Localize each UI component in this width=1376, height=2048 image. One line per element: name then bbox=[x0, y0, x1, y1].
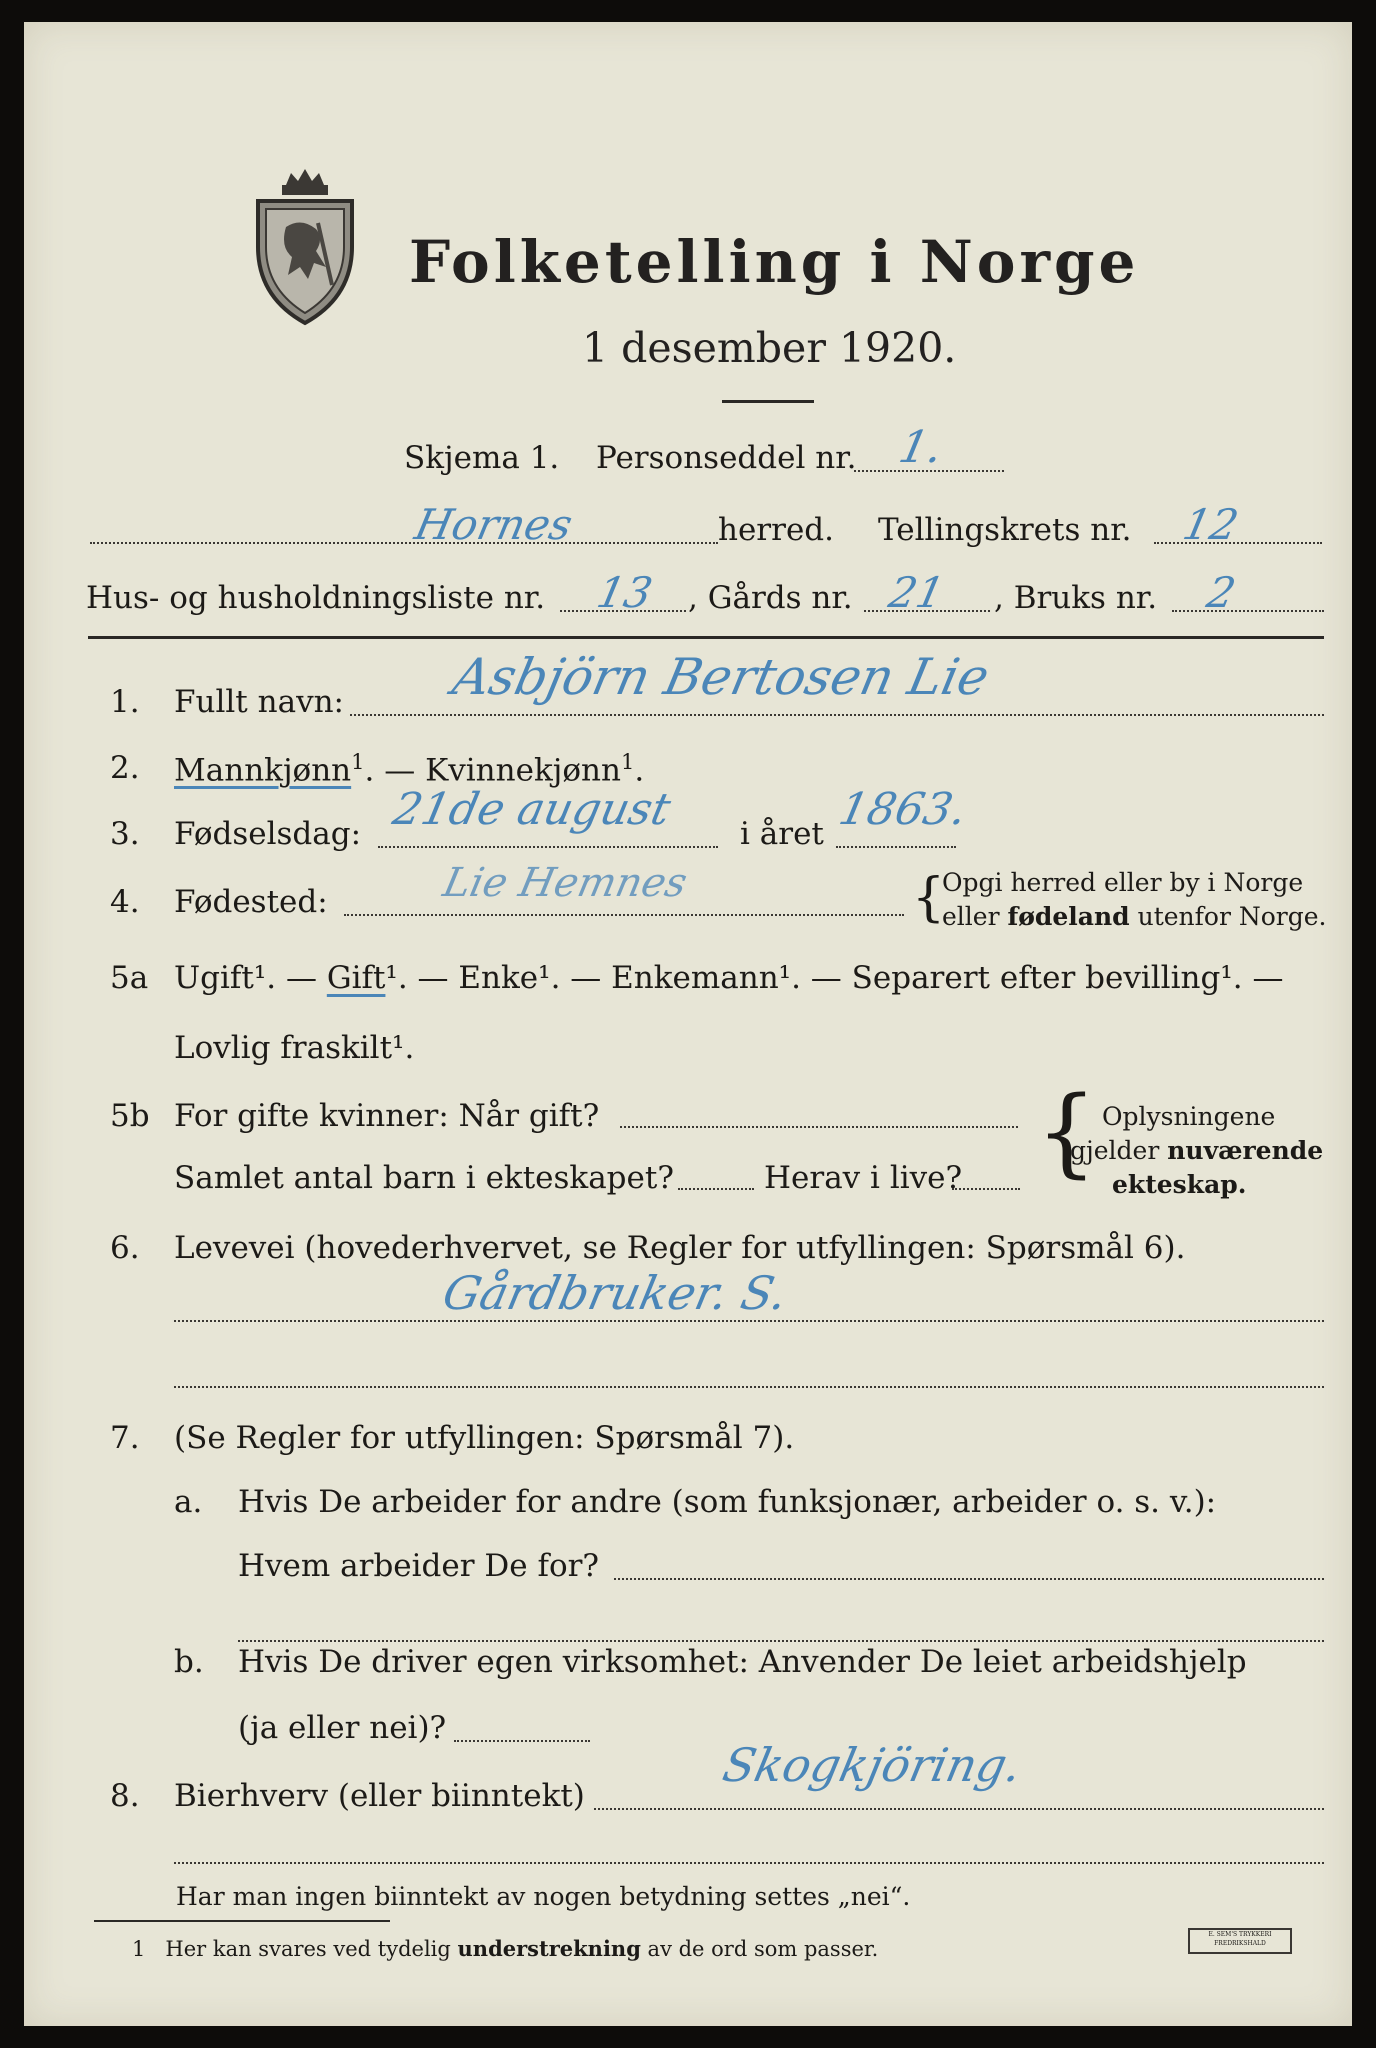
q2-number: 2. bbox=[110, 750, 140, 786]
q1-answer[interactable]: Asbjörn Bertosen Lie bbox=[447, 648, 995, 706]
q7b-line bbox=[454, 1740, 590, 1742]
q1-label: Fullt navn: bbox=[174, 684, 344, 720]
gards-value[interactable]: 21 bbox=[884, 568, 949, 617]
skjema-label: Skjema 1. bbox=[404, 440, 560, 476]
q8-number: 8. bbox=[110, 1778, 140, 1814]
husliste-value[interactable]: 13 bbox=[592, 568, 657, 617]
footnote: 1 Her kan svares ved tydelig understrekning av de ord som passer. bbox=[132, 1936, 879, 1961]
tellingskrets-value[interactable]: 12 bbox=[1178, 500, 1243, 549]
q5b-alive-line bbox=[952, 1188, 1020, 1190]
q3-label: Fødselsdag: bbox=[174, 816, 362, 852]
q5b-married-line bbox=[620, 1126, 1018, 1128]
q7a-line2 bbox=[238, 1640, 1324, 1642]
q5a-line2: Lovlig fraskilt¹. bbox=[174, 1030, 415, 1066]
q6-number: 6. bbox=[110, 1230, 140, 1266]
q5b-brace: { bbox=[1036, 1076, 1098, 1188]
q5a-options: Ugift¹. — Gift¹. — Enke¹. — Enkemann¹. — Separert efter bevilling¹. — bbox=[174, 960, 1284, 996]
q7a-line1 bbox=[614, 1578, 1324, 1580]
census-form bbox=[24, 22, 1352, 2026]
coat-of-arms-icon bbox=[246, 167, 364, 331]
herred-line bbox=[90, 542, 718, 544]
bruks-value[interactable]: 2 bbox=[1202, 568, 1240, 617]
q3-year-label: i året bbox=[740, 816, 824, 852]
q8-label: Bierhverv (eller biinntekt) bbox=[174, 1778, 585, 1814]
form-title: Folketelling i Norge bbox=[409, 228, 1140, 296]
q8-answer[interactable]: Skogkjöring. bbox=[718, 1738, 1027, 1792]
q5b-note2: gjelder nuværende bbox=[1070, 1136, 1324, 1165]
header-divider bbox=[88, 636, 1324, 639]
q2-female-option[interactable]: Kvinnekjønn bbox=[425, 752, 621, 789]
q4-note-line2: eller fødeland utenfor Norge. bbox=[942, 902, 1327, 931]
q5b-children-label: Samlet antal barn i ekteskapet? bbox=[174, 1160, 674, 1196]
q7a-letter: a. bbox=[174, 1484, 203, 1520]
husliste-label: Hus- og husholdningsliste nr. bbox=[86, 580, 546, 616]
q8-line2 bbox=[174, 1862, 1324, 1864]
footnote-divider bbox=[94, 1920, 390, 1922]
q3-year-answer[interactable]: 1863. bbox=[834, 784, 972, 835]
q4-note-line1: Opgi herred eller by i Norge bbox=[942, 868, 1304, 897]
q5b-number: 5b bbox=[110, 1098, 150, 1134]
personseddel-value[interactable]: 1. bbox=[894, 422, 948, 473]
census-date: 1 desember 1920. bbox=[582, 324, 957, 372]
q6-answer[interactable]: Gårdbruker. S. bbox=[438, 1266, 793, 1320]
q7b-text: Hvis De driver egen virksomhet: Anvender De leiet arbeidshjelp bbox=[238, 1644, 1247, 1680]
q6-line1 bbox=[174, 1320, 1324, 1322]
q5a-number: 5a bbox=[110, 960, 149, 996]
q5b-line1: For gifte kvinner: Når gift? bbox=[174, 1098, 600, 1134]
q4-label: Fødested: bbox=[174, 884, 328, 920]
q6-line2 bbox=[174, 1386, 1324, 1388]
q4-line bbox=[344, 914, 904, 916]
q7b-question: (ja eller nei)? bbox=[238, 1710, 447, 1746]
printer-stamp: E. SEM'S TRYKKERI FREDRIKSHALD bbox=[1188, 1928, 1292, 1954]
q2-options: Mannkjønn$^1$. — Kvinnekjønn$^1$. bbox=[174, 750, 645, 789]
q7-label: (Se Regler for utfyllingen: Spørsmål 7). bbox=[174, 1420, 795, 1456]
title-divider bbox=[722, 400, 814, 403]
q1-number: 1. bbox=[110, 684, 140, 720]
q6-label: Levevei (hovederhvervet, se Regler for utfyllingen: Spørsmål 6). bbox=[174, 1230, 1186, 1266]
herred-label: herred. bbox=[718, 512, 834, 548]
q3-day-line bbox=[378, 846, 718, 848]
q4-number: 4. bbox=[110, 884, 140, 920]
q3-number: 3. bbox=[110, 816, 140, 852]
herred-value[interactable]: Hornes bbox=[410, 500, 577, 549]
q2-male-option[interactable]: Mannkjønn bbox=[174, 752, 352, 789]
footer-note: Har man ingen biinntekt av nogen betydning settes „nei“. bbox=[176, 1882, 911, 1911]
q8-line1 bbox=[594, 1808, 1324, 1810]
q7a-question: Hvem arbeider De for? bbox=[238, 1548, 600, 1584]
q5a-gift-option[interactable]: Gift bbox=[326, 960, 386, 996]
q7a-text: Hvis De arbeider for andre (som funksjonær, arbeider o. s. v.): bbox=[238, 1484, 1217, 1520]
q5b-alive-label: Herav i live? bbox=[764, 1160, 963, 1196]
q3-year-line bbox=[836, 846, 956, 848]
personseddel-label: Personseddel nr. bbox=[596, 440, 857, 476]
tellingskrets-label: Tellingskrets nr. bbox=[878, 512, 1132, 548]
q7b-letter: b. bbox=[174, 1644, 204, 1680]
q3-day-answer[interactable]: 21de august bbox=[388, 784, 675, 835]
q5b-note1: Oplysningene bbox=[1102, 1102, 1276, 1131]
q4-brace: { bbox=[912, 868, 946, 928]
q7-number: 7. bbox=[110, 1420, 140, 1456]
q5b-note3: ekteskap. bbox=[1112, 1170, 1247, 1199]
q1-line bbox=[350, 714, 1324, 716]
q4-answer[interactable]: Lie Hemnes bbox=[439, 860, 692, 906]
bruks-line bbox=[1172, 610, 1324, 612]
bruks-label: , Bruks nr. bbox=[994, 580, 1158, 616]
gards-label: , Gårds nr. bbox=[688, 580, 853, 616]
q5b-children-line bbox=[678, 1188, 754, 1190]
